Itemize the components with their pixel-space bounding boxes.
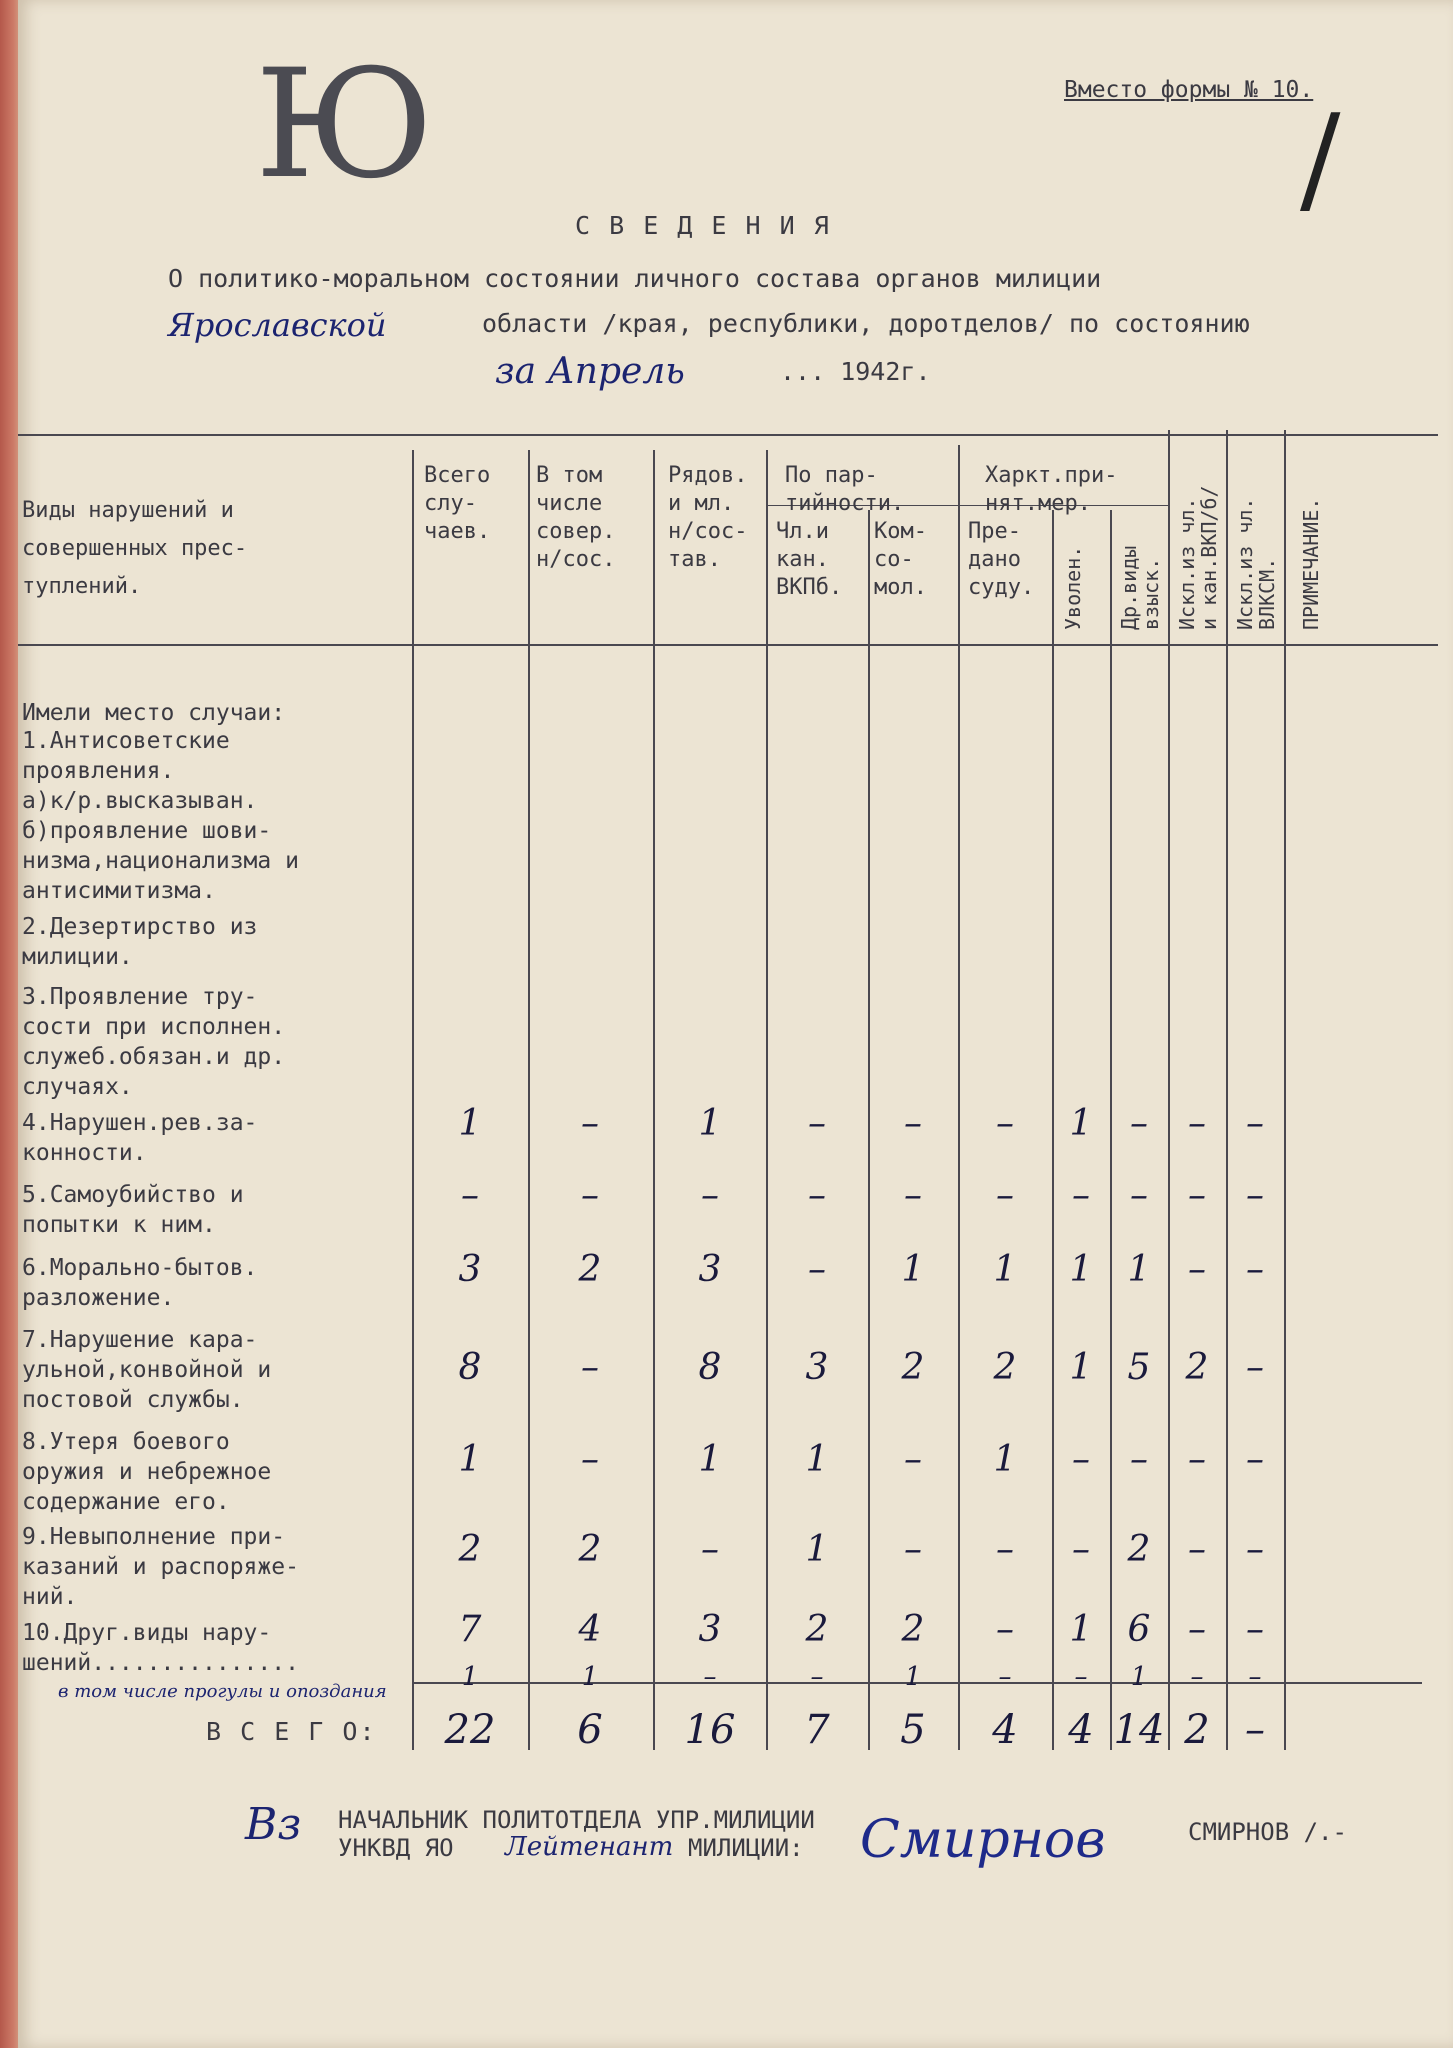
table-cell: 5: [1127, 1347, 1151, 1388]
table-cell: 1: [901, 1249, 925, 1290]
subrow-cell: 1: [461, 1662, 479, 1692]
total-label: В С Е Г О:: [206, 1717, 377, 1746]
row-label: 8.Утеря боевого оружия и небрежное содержание его.: [22, 1429, 272, 1515]
table-cell: 1: [458, 1103, 482, 1144]
total-cell: 6: [577, 1707, 603, 1753]
table-cell: –: [1188, 1103, 1206, 1144]
total-cell: –: [1245, 1707, 1265, 1753]
subrow-cell: 1: [904, 1662, 922, 1692]
table-cell: 8: [698, 1347, 722, 1388]
table-cell: –: [1130, 1439, 1148, 1480]
table-cell: –: [1246, 1347, 1264, 1388]
rank-handwritten: Лейтенант: [505, 1832, 674, 1862]
table-header-rule: [18, 644, 1438, 646]
header-party-group: По пар- тийности.: [785, 463, 905, 516]
total-cell: 14: [1113, 1707, 1165, 1753]
archive-mark: Ю: [255, 38, 435, 212]
subtitle-line2: области /края, республики, доротделов/ по состоянию: [482, 309, 1250, 338]
row-label: 3.Проявление тру- сости при исполнен. служеб.обязан.и др. случаях.: [22, 984, 286, 1100]
table-cell: –: [1246, 1609, 1264, 1650]
table-cell: –: [904, 1529, 922, 1570]
header-other-penalties: Др.виды взыск.: [1117, 545, 1163, 630]
subrow-cell: –: [703, 1662, 717, 1692]
table-cell: –: [996, 1103, 1014, 1144]
period-handwritten: за Апрель: [495, 351, 685, 392]
total-cell: 4: [992, 1707, 1018, 1753]
signature-line1: НАЧАЛЬНИК ПОЛИТОТДЕЛА УПР.МИЛИЦИИ: [338, 1806, 815, 1834]
table-cell: –: [1188, 1529, 1206, 1570]
official-name: СМИРНОВ /.-: [1188, 1818, 1347, 1846]
total-cell: 22: [444, 1707, 496, 1753]
total-cell: 4: [1068, 1707, 1094, 1753]
subrow-cell: –: [1190, 1662, 1204, 1692]
table-cell: 2: [578, 1249, 602, 1290]
table-cell: –: [581, 1439, 599, 1480]
intro-label: Имели место случаи:: [22, 700, 286, 726]
table-cell: –: [996, 1175, 1014, 1216]
total-cell: 7: [804, 1707, 830, 1753]
signature-line2-suffix: МИЛИЦИИ:: [688, 1834, 804, 1862]
table-cell: –: [1188, 1439, 1206, 1480]
table-cell: 1: [458, 1439, 482, 1480]
table-cell: 3: [458, 1249, 482, 1290]
table-cell: 1: [698, 1103, 722, 1144]
table-cell: –: [1188, 1609, 1206, 1650]
table-cell: –: [808, 1249, 826, 1290]
report-year: ... 1942г.: [780, 357, 931, 386]
stamp-slash: /: [1300, 90, 1341, 229]
header-sent-to-court: Пре- дано суду.: [968, 519, 1035, 600]
table-cell: –: [1246, 1439, 1264, 1480]
total-cell: 16: [684, 1707, 736, 1753]
header-total-cases: Всего слу- чаев.: [424, 463, 491, 544]
total-cell: 5: [900, 1707, 926, 1753]
row-label: 9.Невыполнение при- казаний и распоряже- ний.: [22, 1524, 299, 1610]
row-label: 10.Друг.виды нару- шений...............: [22, 1620, 299, 1676]
header-expelled-vkpb: Искл.из чл. и кан.ВКП/б/: [1175, 485, 1221, 630]
table-top-rule: [18, 434, 1438, 436]
table-cell: –: [996, 1529, 1014, 1570]
subrow-cell: 1: [1130, 1662, 1148, 1692]
table-cell: –: [1188, 1249, 1206, 1290]
table-cell: 3: [698, 1249, 722, 1290]
table-cell: 2: [805, 1609, 829, 1650]
table-cell: 1: [1069, 1347, 1093, 1388]
table-cell: –: [581, 1175, 599, 1216]
table-cell: 3: [698, 1609, 722, 1650]
table-cell: –: [701, 1529, 719, 1570]
table-cell: 1: [1127, 1249, 1151, 1290]
table-cell: 6: [1127, 1609, 1151, 1650]
table-cell: –: [904, 1439, 922, 1480]
table-cell: –: [904, 1103, 922, 1144]
table-cell: –: [1130, 1103, 1148, 1144]
page-title: С В Е Д Е Н И Я: [575, 211, 831, 240]
table-cell: –: [581, 1103, 599, 1144]
subrow-cell: 1: [581, 1662, 599, 1692]
table-cell: –: [808, 1103, 826, 1144]
table-cell: –: [1130, 1175, 1148, 1216]
table-cell: –: [1072, 1529, 1090, 1570]
row-label: 6.Морально-бытов. разложение.: [22, 1255, 258, 1311]
table-cell: 1: [1069, 1249, 1093, 1290]
table-cell: –: [1246, 1529, 1264, 1570]
subrow-cell: –: [810, 1662, 824, 1692]
signature-line2-prefix: УНКВД ЯО: [338, 1834, 454, 1862]
table-cell: –: [581, 1347, 599, 1388]
table-cell: 1: [993, 1439, 1017, 1480]
table-cell: 1: [993, 1249, 1017, 1290]
table-cell: 2: [901, 1347, 925, 1388]
header-incl-officers: В том числе совер. н/сос.: [536, 463, 616, 572]
header-party-members: Чл.и кан. ВКПб.: [776, 519, 843, 600]
header-rank-and-file: Рядов. и мл. н/сос- тав.: [668, 463, 748, 572]
header-expelled-vlksm: Искл.из чл. ВЛКСМ.: [1233, 497, 1279, 630]
form-note: Вместо формы № 10.: [1064, 77, 1314, 103]
table-cell: –: [1246, 1175, 1264, 1216]
header-komsomol: Ком- со- мол.: [874, 519, 927, 600]
subtitle-line1: О политико-моральном состоянии личного состава органов милиции: [168, 264, 1102, 293]
row-label: 2.Дезертирство из милиции.: [22, 914, 258, 970]
table-cell: –: [701, 1175, 719, 1216]
table-cell: 1: [1069, 1609, 1093, 1650]
col-divider: [528, 450, 530, 1750]
col-divider: [653, 450, 655, 1750]
table-cell: 2: [1185, 1347, 1209, 1388]
subrow-note-handwritten: в том числе прогулы и опоздания: [58, 1681, 387, 1702]
row-label: 5.Самоубийство и попытки к ним.: [22, 1182, 244, 1238]
row-label: 4.Нарушен.рев.за- конности.: [22, 1110, 258, 1166]
col-divider: [868, 510, 870, 1750]
row-label: 1.Антисоветские проявления. а)к/р.высказыван. б)проявление шови- низма,национализма и антисимитизма.: [22, 728, 299, 904]
table-cell: –: [808, 1175, 826, 1216]
table-cell: –: [1072, 1439, 1090, 1480]
col-divider: [958, 445, 960, 1750]
header-remarks: ПРИМЕЧАНИЕ.: [1299, 497, 1323, 630]
header-violation-types: Виды нарушений и совершенных прес- туплений.: [22, 498, 248, 599]
table-cell: 4: [578, 1609, 602, 1650]
header-measures-group: Харкт.при- нят.мер.: [985, 463, 1118, 516]
row-label: 7.Нарушение кара- ульной,конвойной и постовой службы.: [22, 1327, 272, 1413]
table-cell: –: [1188, 1175, 1206, 1216]
table-cell: –: [1072, 1175, 1090, 1216]
table-cell: 1: [805, 1529, 829, 1570]
header-dismissed: Уволен.: [1061, 545, 1085, 630]
table-cell: 2: [993, 1347, 1017, 1388]
table-cell: –: [996, 1609, 1014, 1650]
table-cell: 2: [578, 1529, 602, 1570]
table-cell: 2: [901, 1609, 925, 1650]
subrow-cell: –: [1248, 1662, 1262, 1692]
table-cell: –: [1246, 1249, 1264, 1290]
region-handwritten: Ярославской: [168, 306, 387, 344]
table-cell: –: [904, 1175, 922, 1216]
table-cell: 1: [805, 1439, 829, 1480]
subrow-cell: –: [1074, 1662, 1088, 1692]
table-cell: 1: [1069, 1103, 1093, 1144]
signature-handwritten: Смирнов: [860, 1810, 1106, 1870]
table-cell: 3: [805, 1347, 829, 1388]
table-cell: 8: [458, 1347, 482, 1388]
table-cell: 2: [458, 1529, 482, 1570]
col-divider: [766, 450, 768, 1750]
total-cell: 2: [1184, 1707, 1210, 1753]
table-cell: 7: [458, 1609, 482, 1650]
table-cell: –: [461, 1175, 479, 1216]
table-cell: 1: [698, 1439, 722, 1480]
initials-handwritten: Вз: [245, 1799, 302, 1850]
table-cell: 2: [1127, 1529, 1151, 1570]
table-cell: –: [1246, 1103, 1264, 1144]
subrow-cell: –: [998, 1662, 1012, 1692]
